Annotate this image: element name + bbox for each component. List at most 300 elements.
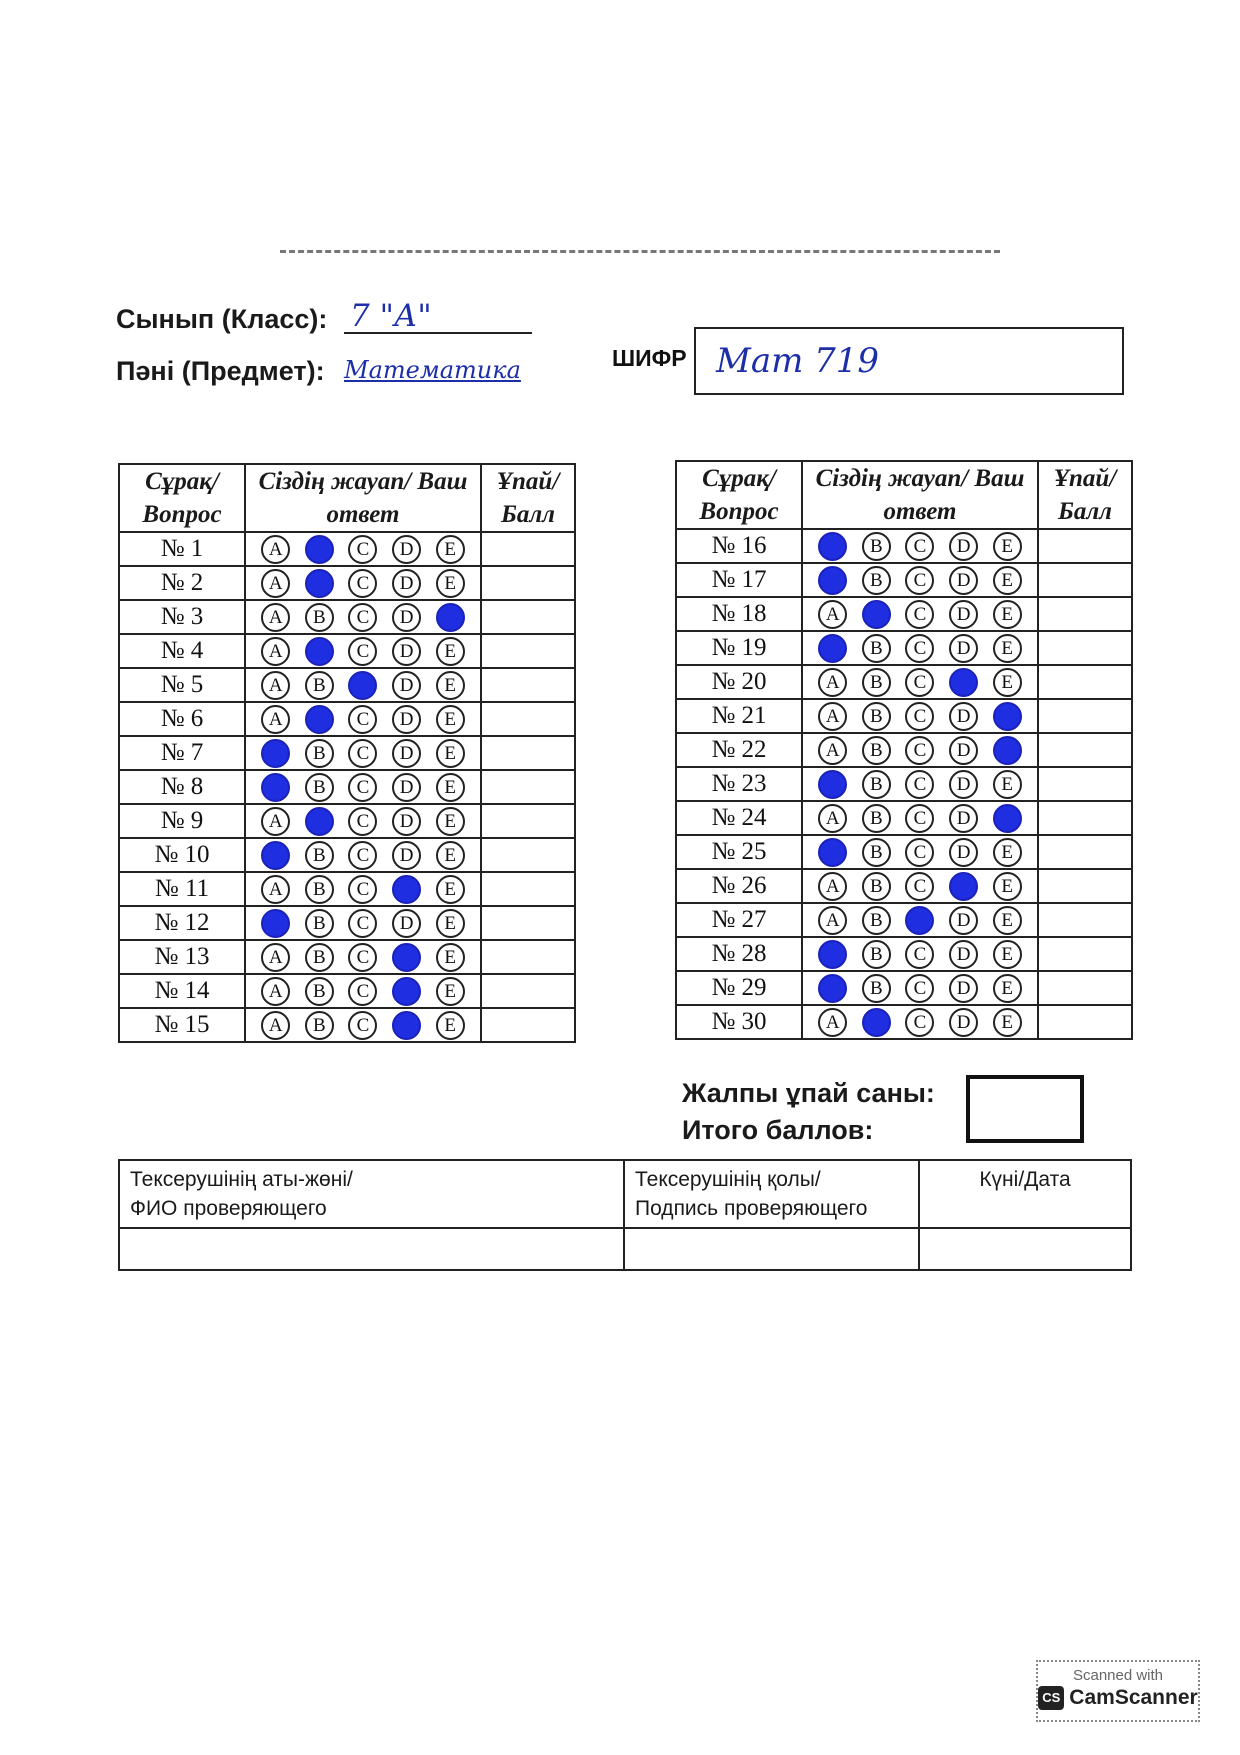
- question-number: № 14: [119, 974, 245, 1008]
- cut-line: [280, 250, 1000, 253]
- answer-bubble-a[interactable]: A: [818, 668, 847, 697]
- answer-bubble-d[interactable]: D: [949, 600, 978, 629]
- answer-bubble-c[interactable]: C: [348, 637, 377, 666]
- answer-bubble-d[interactable]: D: [392, 569, 421, 598]
- answer-bubble-c[interactable]: C: [905, 566, 934, 595]
- answer-bubble-e[interactable]: E: [436, 569, 465, 598]
- camscanner-watermark: [1036, 1660, 1200, 1722]
- score-cell[interactable]: [481, 940, 575, 974]
- answer-bubble-b[interactable]: B: [305, 671, 334, 700]
- answer-bubble-e[interactable]: [993, 736, 1022, 765]
- answer-options: [245, 532, 481, 566]
- answer-bubble-d[interactable]: [392, 875, 421, 904]
- answer-bubble-e[interactable]: E: [436, 977, 465, 1006]
- question-number: № 13: [119, 940, 245, 974]
- table-row: [676, 801, 1132, 835]
- answer-bubble-a[interactable]: A: [818, 736, 847, 765]
- answer-bubble-b[interactable]: B: [862, 804, 891, 833]
- table-row: [119, 974, 575, 1008]
- answer-bubble-c[interactable]: C: [905, 634, 934, 663]
- answer-bubble-b[interactable]: [862, 1008, 891, 1037]
- answer-bubble-c[interactable]: C: [905, 804, 934, 833]
- table-row: [676, 1005, 1132, 1039]
- answer-bubble-a[interactable]: [818, 940, 847, 969]
- answer-bubble-d[interactable]: D: [949, 634, 978, 663]
- answer-bubble-c[interactable]: C: [348, 739, 377, 768]
- score-cell[interactable]: [481, 634, 575, 668]
- scanned-with-text: Scanned with: [1072, 1667, 1164, 1684]
- answer-bubble-e[interactable]: E: [993, 974, 1022, 1003]
- answer-bubble-a[interactable]: A: [818, 702, 847, 731]
- question-number: № 18: [676, 597, 802, 631]
- score-cell[interactable]: [481, 872, 575, 906]
- answer-bubble-a[interactable]: A: [261, 637, 290, 666]
- answer-bubble-c[interactable]: C: [348, 841, 377, 870]
- question-number: № 5: [119, 668, 245, 702]
- question-number: № 9: [119, 804, 245, 838]
- question-number: № 8: [119, 770, 245, 804]
- question-number: № 19: [676, 631, 802, 665]
- answer-bubble-c[interactable]: C: [348, 875, 377, 904]
- score-cell[interactable]: [481, 736, 575, 770]
- answer-bubble-d[interactable]: D: [392, 739, 421, 768]
- answer-options: [802, 563, 1038, 597]
- score-cell[interactable]: [481, 804, 575, 838]
- answer-bubble-b[interactable]: B: [862, 838, 891, 867]
- table-row: [119, 804, 575, 838]
- checker-name-label: [119, 1160, 624, 1228]
- answer-bubble-e[interactable]: E: [993, 1008, 1022, 1037]
- answer-options: [802, 733, 1038, 767]
- header-question: Сұрақ/ Вопрос: [676, 461, 802, 529]
- table-row: [119, 566, 575, 600]
- table-row: [119, 940, 575, 974]
- answer-options: [245, 974, 481, 1008]
- answer-bubble-b[interactable]: B: [862, 940, 891, 969]
- question-number: № 17: [676, 563, 802, 597]
- score-cell[interactable]: [1038, 835, 1132, 869]
- table-row: [119, 600, 575, 634]
- checker-signature-label-ru: Подпись проверяющего: [635, 1197, 868, 1220]
- score-cell[interactable]: [1038, 563, 1132, 597]
- answer-bubble-c[interactable]: C: [905, 736, 934, 765]
- answer-bubble-d[interactable]: [392, 977, 421, 1006]
- answer-options: [245, 702, 481, 736]
- checker-name-field[interactable]: [119, 1228, 624, 1270]
- checker-name-label-ru: ФИО проверяющего: [130, 1197, 327, 1220]
- answer-bubble-e[interactable]: E: [436, 807, 465, 836]
- score-cell[interactable]: [481, 566, 575, 600]
- answer-bubble-a[interactable]: [261, 739, 290, 768]
- score-cell[interactable]: [481, 668, 575, 702]
- answer-bubble-a[interactable]: A: [818, 872, 847, 901]
- answer-bubble-e[interactable]: [436, 603, 465, 632]
- answer-bubble-b[interactable]: [305, 569, 334, 598]
- answer-bubble-a[interactable]: A: [261, 569, 290, 598]
- table-row: [676, 597, 1132, 631]
- score-cell[interactable]: [1038, 631, 1132, 665]
- answer-bubble-a[interactable]: [818, 838, 847, 867]
- score-cell[interactable]: [1038, 597, 1132, 631]
- header-score: Ұпай/ Балл: [481, 464, 575, 532]
- answer-bubble-c[interactable]: C: [905, 838, 934, 867]
- table-row: [676, 529, 1132, 563]
- answer-bubble-d[interactable]: D: [392, 909, 421, 938]
- score-cell[interactable]: [1038, 665, 1132, 699]
- answer-options: [802, 903, 1038, 937]
- score-cell[interactable]: [1038, 869, 1132, 903]
- answer-options: [802, 835, 1038, 869]
- answer-bubble-b[interactable]: [305, 637, 334, 666]
- answer-bubble-d[interactable]: D: [949, 804, 978, 833]
- answer-bubble-d[interactable]: D: [949, 702, 978, 731]
- camscanner-brand: [1038, 1686, 1198, 1710]
- answer-bubble-c[interactable]: C: [905, 600, 934, 629]
- answer-bubble-a[interactable]: A: [261, 1011, 290, 1040]
- question-number: № 6: [119, 702, 245, 736]
- answer-bubble-e[interactable]: E: [436, 773, 465, 802]
- header-answer: Сіздің жауап/ Ваш ответ: [245, 464, 481, 532]
- answer-bubble-c[interactable]: C: [348, 569, 377, 598]
- answer-options: [245, 770, 481, 804]
- answer-bubble-e[interactable]: E: [993, 906, 1022, 935]
- answer-options: [802, 529, 1038, 563]
- answer-bubble-d[interactable]: [392, 943, 421, 972]
- answer-bubble-d[interactable]: D: [392, 773, 421, 802]
- answer-bubble-b[interactable]: [862, 600, 891, 629]
- answer-bubble-e[interactable]: E: [993, 838, 1022, 867]
- answer-options: [245, 668, 481, 702]
- answer-bubble-d[interactable]: D: [949, 1008, 978, 1037]
- score-cell[interactable]: [1038, 1005, 1132, 1039]
- answer-options: [802, 937, 1038, 971]
- table-row: [676, 937, 1132, 971]
- answer-bubble-c[interactable]: [905, 906, 934, 935]
- answer-bubble-b[interactable]: [305, 535, 334, 564]
- answer-options: [245, 600, 481, 634]
- header-answer: Сіздің жауап/ Ваш ответ: [802, 461, 1038, 529]
- answer-bubble-e[interactable]: E: [436, 1011, 465, 1040]
- answer-bubble-b[interactable]: B: [305, 739, 334, 768]
- question-number: № 4: [119, 634, 245, 668]
- answer-bubble-a[interactable]: A: [818, 600, 847, 629]
- table-row: [676, 767, 1132, 801]
- answer-bubble-e[interactable]: E: [436, 671, 465, 700]
- question-number: № 16: [676, 529, 802, 563]
- answer-bubble-b[interactable]: [305, 705, 334, 734]
- question-number: № 12: [119, 906, 245, 940]
- table-row: [119, 1008, 575, 1042]
- answer-bubble-a[interactable]: A: [818, 1008, 847, 1037]
- answer-bubble-a[interactable]: A: [261, 977, 290, 1006]
- score-cell[interactable]: [1038, 699, 1132, 733]
- answer-bubble-a[interactable]: A: [261, 807, 290, 836]
- checker-name-label-kz: Тексерушінің аты-жөні/: [130, 1168, 353, 1191]
- answer-bubble-d[interactable]: [392, 1011, 421, 1040]
- answer-bubble-e[interactable]: [993, 702, 1022, 731]
- checker-signature-field[interactable]: [624, 1228, 919, 1270]
- answer-bubble-c[interactable]: [348, 671, 377, 700]
- answer-bubble-e[interactable]: E: [993, 566, 1022, 595]
- answer-bubble-e[interactable]: E: [993, 872, 1022, 901]
- answer-bubble-b[interactable]: B: [305, 943, 334, 972]
- question-number: № 24: [676, 801, 802, 835]
- table-row: [676, 733, 1132, 767]
- answer-bubble-b[interactable]: B: [305, 977, 334, 1006]
- answer-bubble-c[interactable]: C: [905, 872, 934, 901]
- answer-bubble-a[interactable]: A: [261, 671, 290, 700]
- question-number: № 22: [676, 733, 802, 767]
- question-number: № 15: [119, 1008, 245, 1042]
- answer-bubble-e[interactable]: E: [436, 535, 465, 564]
- table-row: [119, 634, 575, 668]
- answer-options: [802, 699, 1038, 733]
- answer-options: [245, 634, 481, 668]
- answer-bubble-b[interactable]: B: [305, 773, 334, 802]
- answer-bubble-e[interactable]: E: [993, 940, 1022, 969]
- answer-bubble-c[interactable]: C: [348, 943, 377, 972]
- answer-bubble-d[interactable]: D: [949, 974, 978, 1003]
- score-cell[interactable]: [1038, 937, 1132, 971]
- answer-bubble-d[interactable]: D: [949, 940, 978, 969]
- score-cell[interactable]: [481, 906, 575, 940]
- answer-bubble-a[interactable]: A: [261, 875, 290, 904]
- answer-bubble-c[interactable]: C: [905, 668, 934, 697]
- answer-bubble-a[interactable]: [818, 634, 847, 663]
- cipher-label: ШИФР: [612, 345, 687, 371]
- answer-bubble-a[interactable]: A: [818, 804, 847, 833]
- camscanner-logo-icon: CS: [1038, 1686, 1064, 1710]
- checker-date-label: Күні/Дата: [919, 1160, 1131, 1228]
- camscanner-brand-text: CamScanner: [1069, 1686, 1198, 1709]
- answer-options: [802, 665, 1038, 699]
- answer-bubble-d[interactable]: [949, 872, 978, 901]
- answer-options: [245, 838, 481, 872]
- answer-bubble-e[interactable]: E: [993, 634, 1022, 663]
- answer-bubble-e[interactable]: E: [993, 600, 1022, 629]
- answer-bubble-b[interactable]: B: [305, 1011, 334, 1040]
- cipher-box[interactable]: [694, 327, 1124, 395]
- table-row: [676, 835, 1132, 869]
- score-cell[interactable]: [481, 974, 575, 1008]
- answer-bubble-b[interactable]: B: [862, 634, 891, 663]
- answer-bubble-b[interactable]: B: [862, 770, 891, 799]
- answer-bubble-e[interactable]: E: [436, 637, 465, 666]
- score-cell[interactable]: [1038, 903, 1132, 937]
- answer-bubble-e[interactable]: E: [436, 841, 465, 870]
- answer-bubble-b[interactable]: B: [305, 603, 334, 632]
- answer-bubble-d[interactable]: D: [949, 906, 978, 935]
- answer-bubble-c[interactable]: C: [905, 1008, 934, 1037]
- table-row: [676, 563, 1132, 597]
- answer-options: [245, 906, 481, 940]
- answer-bubble-d[interactable]: D: [392, 637, 421, 666]
- answer-table-right: [675, 460, 1133, 1040]
- answer-bubble-c[interactable]: C: [905, 532, 934, 561]
- answer-bubble-d[interactable]: D: [392, 705, 421, 734]
- class-label: Сынып (Класс):: [116, 304, 328, 334]
- answer-bubble-c[interactable]: C: [905, 940, 934, 969]
- answer-bubble-c[interactable]: C: [348, 977, 377, 1006]
- score-cell[interactable]: [1038, 767, 1132, 801]
- total-label: [682, 1075, 935, 1149]
- cipher-value: Мат 719: [716, 341, 880, 381]
- score-cell[interactable]: [1038, 733, 1132, 767]
- answer-bubble-b[interactable]: [305, 807, 334, 836]
- answer-bubble-b[interactable]: B: [305, 841, 334, 870]
- answer-bubble-a[interactable]: [261, 841, 290, 870]
- answer-bubble-b[interactable]: B: [862, 566, 891, 595]
- answer-table-left: [118, 463, 576, 1043]
- table-row: [119, 838, 575, 872]
- answer-bubble-e[interactable]: E: [993, 532, 1022, 561]
- header-question: Сұрақ/ Вопрос: [119, 464, 245, 532]
- answer-bubble-c[interactable]: C: [348, 705, 377, 734]
- answer-options: [245, 804, 481, 838]
- question-number: № 11: [119, 872, 245, 906]
- question-number: № 27: [676, 903, 802, 937]
- question-number: № 29: [676, 971, 802, 1005]
- answer-bubble-b[interactable]: B: [305, 909, 334, 938]
- answer-options: [802, 767, 1038, 801]
- answer-bubble-e[interactable]: E: [436, 909, 465, 938]
- score-cell[interactable]: [481, 702, 575, 736]
- answer-bubble-d[interactable]: D: [392, 841, 421, 870]
- answer-bubble-d[interactable]: D: [392, 603, 421, 632]
- answer-bubble-b[interactable]: B: [862, 702, 891, 731]
- score-cell[interactable]: [481, 770, 575, 804]
- answer-bubble-a[interactable]: A: [261, 705, 290, 734]
- answer-bubble-d[interactable]: D: [949, 566, 978, 595]
- answer-options: [245, 736, 481, 770]
- table-row: [119, 532, 575, 566]
- question-number: № 7: [119, 736, 245, 770]
- subject-value[interactable]: Математика: [344, 356, 521, 384]
- table-row: [676, 869, 1132, 903]
- answer-bubble-c[interactable]: C: [348, 773, 377, 802]
- total-score-box[interactable]: [966, 1075, 1084, 1143]
- class-value[interactable]: 7 "А": [350, 298, 432, 334]
- answer-options: [245, 1008, 481, 1042]
- answer-options: [802, 597, 1038, 631]
- answer-bubble-a[interactable]: A: [261, 535, 290, 564]
- table-row: [119, 906, 575, 940]
- question-number: № 21: [676, 699, 802, 733]
- answer-bubble-e[interactable]: [993, 804, 1022, 833]
- answer-bubble-e[interactable]: E: [436, 875, 465, 904]
- table-row: [676, 665, 1132, 699]
- question-number: № 3: [119, 600, 245, 634]
- score-cell[interactable]: [1038, 529, 1132, 563]
- answer-bubble-e[interactable]: E: [993, 770, 1022, 799]
- table-row: [119, 702, 575, 736]
- answer-bubble-c[interactable]: C: [348, 807, 377, 836]
- answer-bubble-d[interactable]: D: [392, 535, 421, 564]
- question-number: № 23: [676, 767, 802, 801]
- answer-options: [245, 872, 481, 906]
- score-cell[interactable]: [1038, 971, 1132, 1005]
- answer-options: [802, 801, 1038, 835]
- answer-bubble-c[interactable]: C: [905, 770, 934, 799]
- answer-bubble-b[interactable]: B: [862, 532, 891, 561]
- score-cell[interactable]: [481, 838, 575, 872]
- answer-bubble-b[interactable]: B: [862, 906, 891, 935]
- answer-bubble-d[interactable]: D: [949, 838, 978, 867]
- checker-table: [118, 1159, 1132, 1271]
- table-row: [676, 971, 1132, 1005]
- answer-options: [245, 940, 481, 974]
- answer-bubble-d[interactable]: D: [949, 736, 978, 765]
- header-score: Ұпай/ Балл: [1038, 461, 1132, 529]
- answer-bubble-d[interactable]: D: [949, 532, 978, 561]
- answer-bubble-e[interactable]: E: [436, 705, 465, 734]
- answer-bubble-c[interactable]: C: [905, 974, 934, 1003]
- answer-bubble-c[interactable]: C: [348, 909, 377, 938]
- checker-signature-label-kz: Тексерушінің қолы/: [635, 1168, 821, 1191]
- question-number: № 26: [676, 869, 802, 903]
- answer-bubble-c[interactable]: C: [348, 603, 377, 632]
- answer-bubble-a[interactable]: [818, 532, 847, 561]
- answer-bubble-a[interactable]: [818, 770, 847, 799]
- score-cell[interactable]: [481, 1008, 575, 1042]
- answer-options: [802, 631, 1038, 665]
- answer-bubble-b[interactable]: B: [862, 668, 891, 697]
- question-number: № 10: [119, 838, 245, 872]
- answer-bubble-b[interactable]: B: [862, 736, 891, 765]
- answer-bubble-a[interactable]: [818, 566, 847, 595]
- question-number: № 1: [119, 532, 245, 566]
- answer-bubble-e[interactable]: E: [993, 668, 1022, 697]
- answer-options: [802, 1005, 1038, 1039]
- answer-options: [245, 566, 481, 600]
- table-row: [119, 872, 575, 906]
- answer-bubble-d[interactable]: D: [949, 770, 978, 799]
- table-row: [119, 736, 575, 770]
- answer-bubble-b[interactable]: B: [862, 974, 891, 1003]
- class-underline: [344, 332, 532, 334]
- answer-bubble-a[interactable]: A: [818, 906, 847, 935]
- answer-bubble-c[interactable]: C: [905, 702, 934, 731]
- answer-bubble-c[interactable]: C: [348, 535, 377, 564]
- answer-bubble-a[interactable]: A: [261, 603, 290, 632]
- subject-label: Пәні (Предмет):: [116, 356, 325, 386]
- answer-bubble-a[interactable]: A: [261, 943, 290, 972]
- answer-bubble-e[interactable]: E: [436, 943, 465, 972]
- score-cell[interactable]: [1038, 801, 1132, 835]
- checker-signature-label: [624, 1160, 919, 1228]
- answer-bubble-b[interactable]: B: [862, 872, 891, 901]
- table-row: [676, 631, 1132, 665]
- question-number: № 25: [676, 835, 802, 869]
- total-label-ru: Итого баллов:: [682, 1115, 874, 1145]
- answer-bubble-c[interactable]: C: [348, 1011, 377, 1040]
- question-number: № 30: [676, 1005, 802, 1039]
- answer-options: [802, 869, 1038, 903]
- answer-bubble-a[interactable]: [818, 974, 847, 1003]
- answer-bubble-d[interactable]: D: [392, 807, 421, 836]
- answer-bubble-d[interactable]: [949, 668, 978, 697]
- checker-date-field[interactable]: [919, 1228, 1131, 1270]
- answer-bubble-b[interactable]: B: [305, 875, 334, 904]
- answer-bubble-a[interactable]: [261, 773, 290, 802]
- table-row: [676, 699, 1132, 733]
- score-cell[interactable]: [481, 600, 575, 634]
- answer-bubble-a[interactable]: [261, 909, 290, 938]
- total-label-kz: Жалпы ұпай саны:: [682, 1078, 935, 1108]
- answer-bubble-d[interactable]: D: [392, 671, 421, 700]
- answer-bubble-e[interactable]: E: [436, 739, 465, 768]
- score-cell[interactable]: [481, 532, 575, 566]
